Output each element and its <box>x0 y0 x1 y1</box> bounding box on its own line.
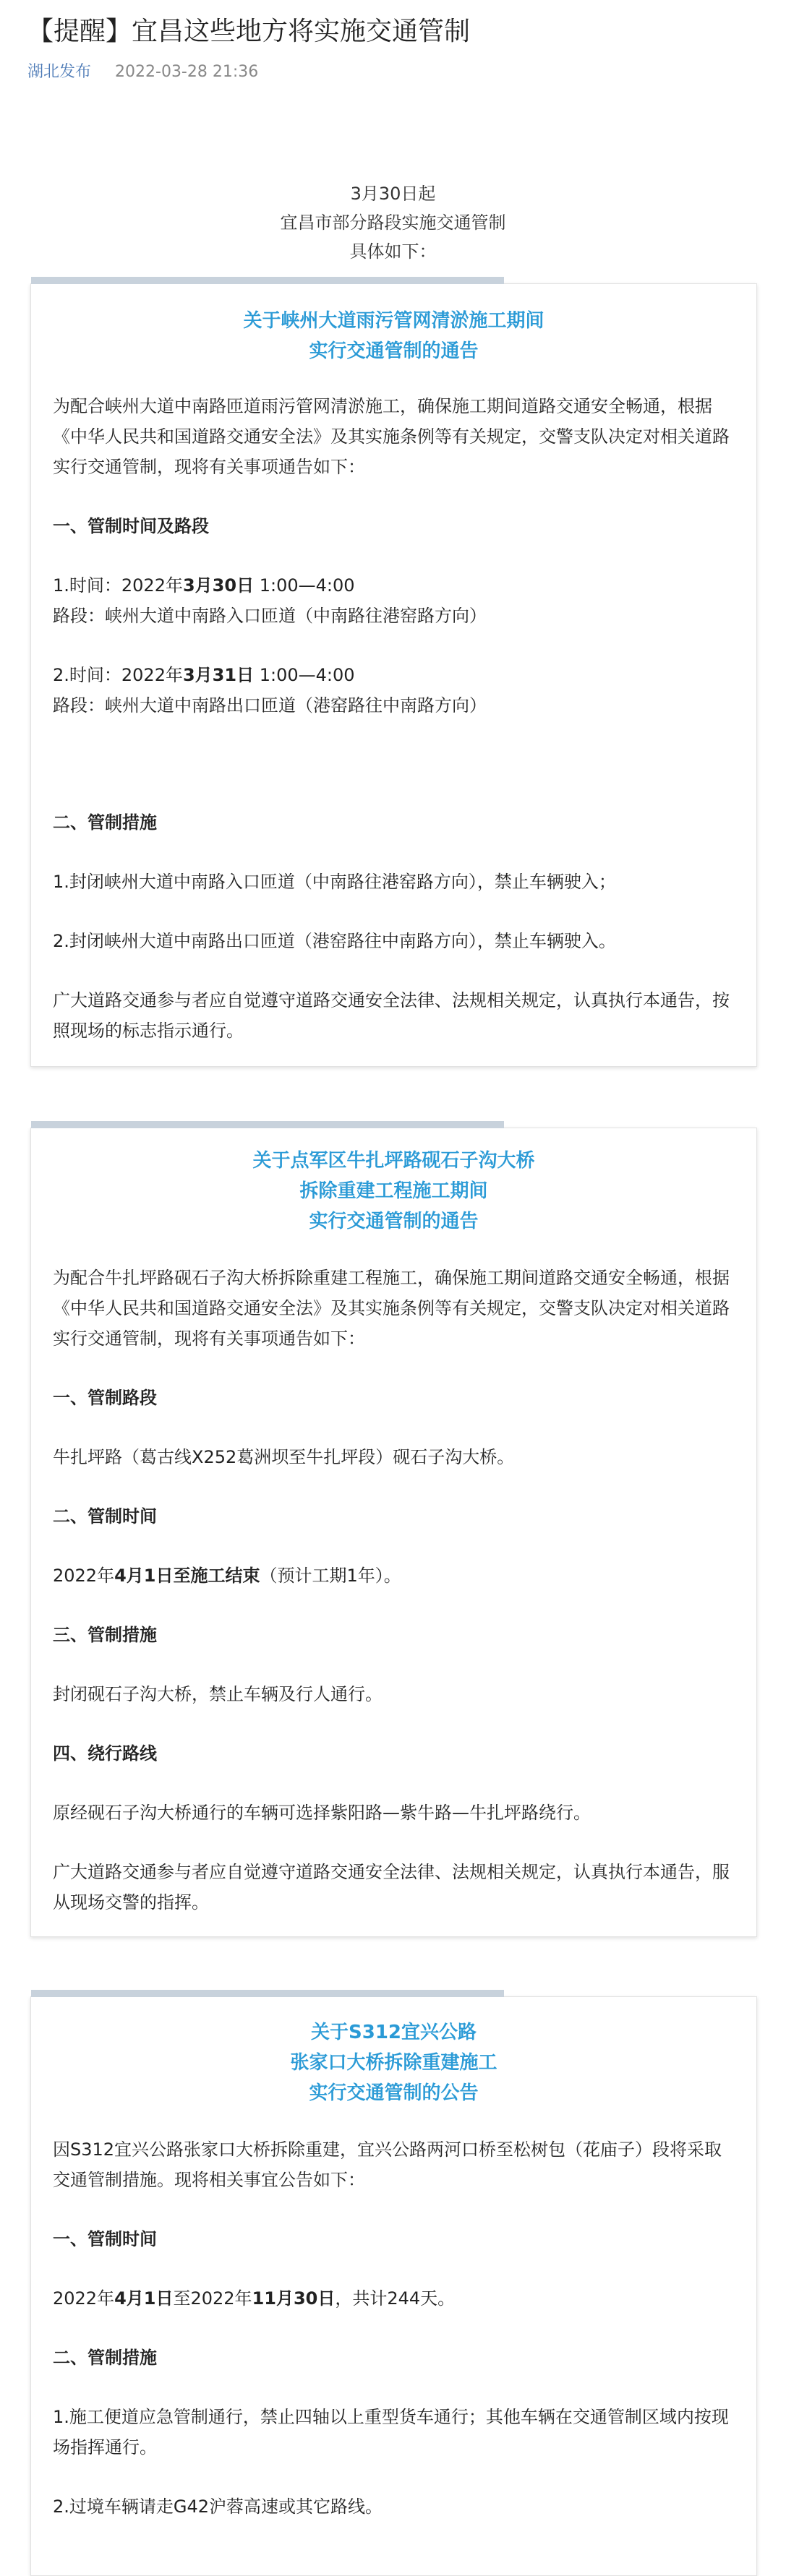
section-heading: 二、管制时间 <box>53 1506 157 1527</box>
notice-heading <box>31 2017 756 2108</box>
section-heading: 一、管制时间及路段 <box>53 516 209 536</box>
heading-line: 关于峡州大道雨污管网清淤施工期间 <box>243 310 544 332</box>
measure-line: 1.封闭峡州大道中南路入口匝道（中南路往港窑路方向），禁止车辆驶入； <box>53 872 616 892</box>
notice-body <box>53 1263 735 1918</box>
road-line: 牛扎坪路（葛古线X252葛洲坝至牛扎坪段）砚石子沟大桥。 <box>53 1447 515 1467</box>
intro-line: 具体如下： <box>349 241 437 262</box>
notice-heading <box>31 1146 756 1237</box>
card-top-bar <box>31 1121 504 1128</box>
heading-line: 关于点军区牛扎坪路砚石子沟大桥 <box>252 1150 535 1172</box>
article-meta <box>27 59 258 82</box>
notice-body <box>53 2134 735 2522</box>
time-line: 2022年4月1日至2022年11月30日，共计244天。 <box>53 2288 456 2309</box>
notice-lead: 为配合牛扎坪路砚石子沟大桥拆除重建工程施工，确保施工期间道路交通安全畅通，根据《中华人民共和国道路交通安全法》及其实施条例等有关规定，交警支队决定对相关道路实行交通管制，现将有关事项通告如下： <box>53 1268 730 1349</box>
section-heading: 三、管制措施 <box>53 1625 157 1645</box>
notice-card-3 <box>30 1996 757 2576</box>
heading-line: 关于S312宜兴公路 <box>311 2022 477 2043</box>
measure-line: 2.过境车辆请走G42沪蓉高速或其它路线。 <box>53 2496 383 2517</box>
article-title: 【提醒】宜昌这些地方将实施交通管制 <box>27 17 471 46</box>
notice-body <box>53 391 735 1046</box>
section-heading: 一、管制时间 <box>53 2229 157 2249</box>
publish-datetime: 2022-03-28 21:36 <box>115 63 259 81</box>
time-line: 1.时间：2022年3月30日 1:00—4:00 <box>53 575 355 596</box>
notice-card-1 <box>30 283 757 1067</box>
measure-line: 1.施工便道应急管制通行，禁止四轴以上重型货车通行；其他车辆在交通管制区域内按现场指挥通行。 <box>53 2407 729 2457</box>
heading-line: 拆除重建工程施工期间 <box>299 1180 488 1202</box>
heading-line: 实行交通管制的通告 <box>309 340 479 362</box>
intro-line: 宜昌市部分路段实施交通管制 <box>280 212 506 233</box>
notice-card-2 <box>30 1128 757 1937</box>
section-heading: 二、管制措施 <box>53 812 157 833</box>
road-line: 路段：峡州大道中南路出口匝道（港窑路往中南路方向） <box>53 695 487 716</box>
time-line: 2022年4月1日至施工结束（预计工期1年）。 <box>53 1566 401 1586</box>
section-heading: 四、绕行路线 <box>53 1743 157 1764</box>
time-line: 2.时间：2022年3月31日 1:00—4:00 <box>53 665 355 685</box>
measure-line: 2.封闭峡州大道中南路出口匝道（港窑路往中南路方向），禁止车辆驶入。 <box>53 931 616 951</box>
intro-line: 3月30日起 <box>350 184 436 204</box>
card-top-bar <box>31 277 504 284</box>
notice-lead: 因S312宜兴公路张家口大桥拆除重建，宜兴公路两河口桥至松树包（花庙子）段将采取交通管制措施。现将相关事宜公告如下： <box>53 2139 722 2190</box>
notice-lead: 为配合峡州大道中南路匝道雨污管网清淤施工，确保施工期间道路交通安全畅通，根据《中华人民共和国道路交通安全法》及其实施条例等有关规定，交警支队决定对相关道路实行交通管制，现将有关事项通告如下： <box>53 396 730 477</box>
measure-line: 封闭砚石子沟大桥，禁止车辆及行人通行。 <box>53 1684 383 1704</box>
intro-text <box>0 179 786 266</box>
road-line: 路段：峡州大道中南路入口匝道（中南路往港窑路方向） <box>53 606 487 626</box>
heading-line: 实行交通管制的公告 <box>309 2082 479 2104</box>
heading-line: 张家口大桥拆除重建施工 <box>290 2052 497 2074</box>
notice-heading <box>31 306 756 366</box>
heading-line: 实行交通管制的通告 <box>309 1211 479 1232</box>
section-heading: 二、管制措施 <box>53 2348 157 2368</box>
detour-line: 原经砚石子沟大桥通行的车辆可选择紫阳路—紫牛路—牛扎坪路绕行。 <box>53 1803 591 1823</box>
closing-text: 广大道路交通参与者应自觉遵守道路交通安全法律、法规相关规定，认真执行本通告，服从现场交警的指挥。 <box>53 1862 730 1912</box>
source-link[interactable]: 湖北发布 <box>27 63 92 81</box>
card-top-bar <box>31 1990 504 1997</box>
closing-text: 广大道路交通参与者应自觉遵守道路交通安全法律、法规相关规定，认真执行本通告，按照现场的标志指示通行。 <box>53 990 730 1041</box>
section-heading: 一、管制路段 <box>53 1388 157 1408</box>
